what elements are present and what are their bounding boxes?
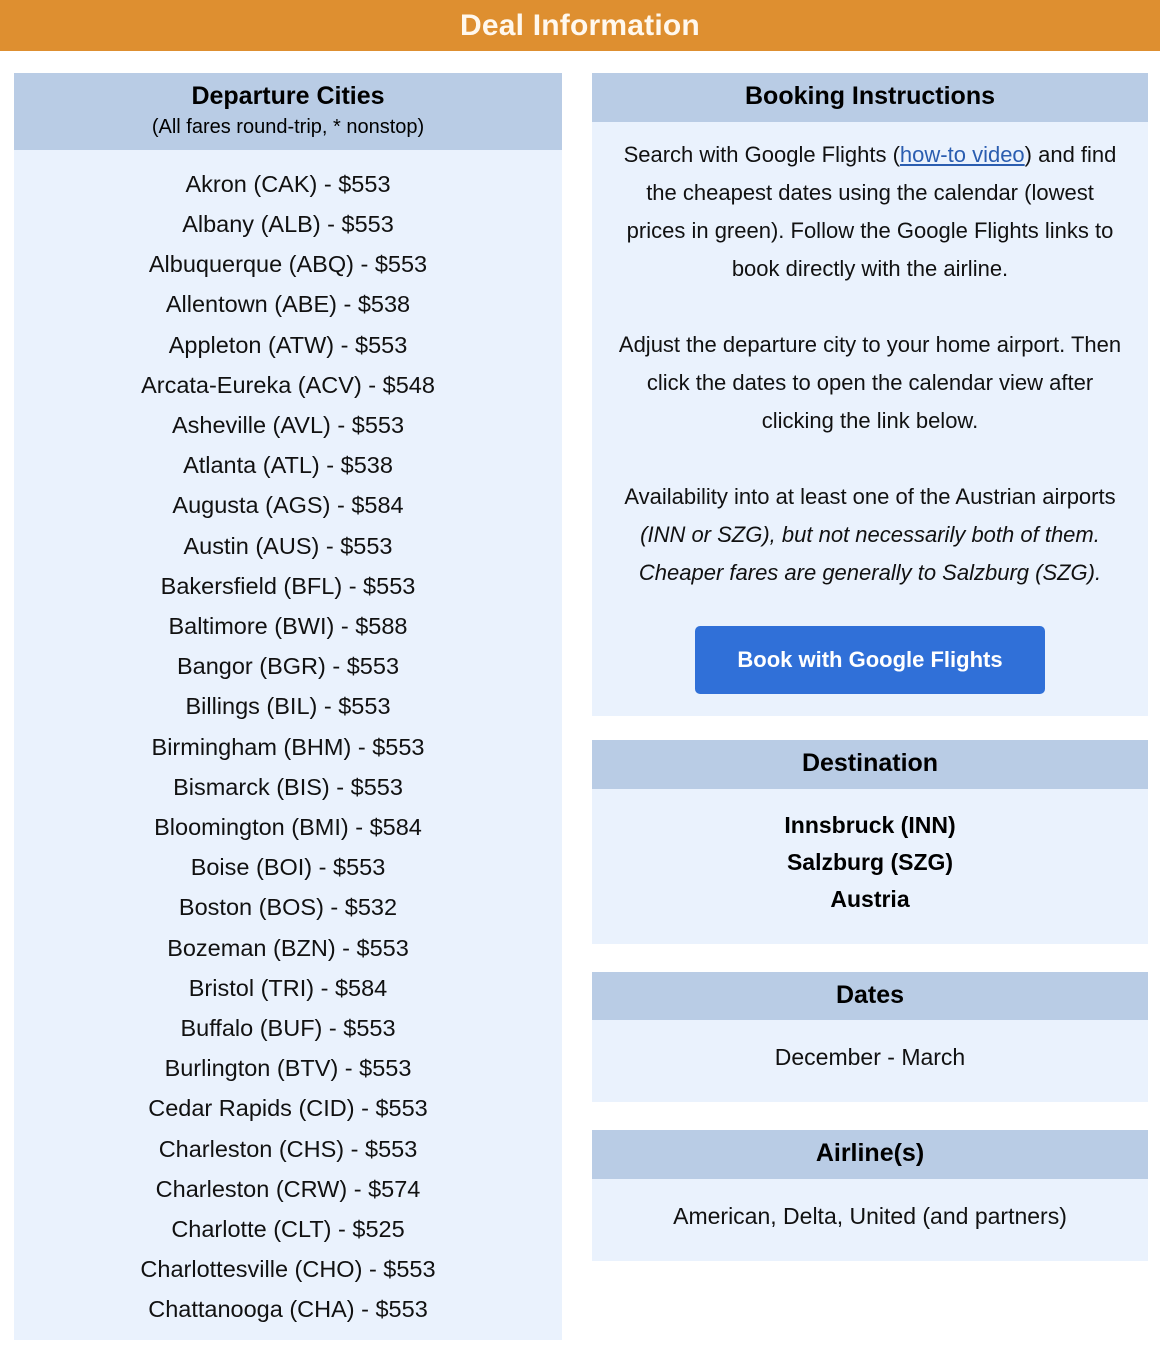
departure-city-item: Bristol (TRI) - $584 [188, 974, 388, 1001]
dates-body [592, 1020, 1148, 1102]
booking-paragraph-1-suffix: ) and find the cheapest dates using the calendar (lowest prices in green). Follow the Google Flights links to book directly with the airline. [626, 141, 1117, 281]
departure-city-item: Chattanooga (CHA) - $553 [148, 1296, 428, 1323]
departure-city-item: Akron (CAK) - $553 [185, 170, 391, 197]
booking-paragraph-3 [614, 478, 1126, 592]
departure-cities-list [14, 150, 562, 1340]
departure-city-item: Cedar Rapids (CID) - $553 [148, 1095, 428, 1122]
book-button-row [614, 626, 1126, 694]
airlines-panel [592, 1130, 1148, 1261]
book-with-google-flights-button[interactable]: Book with Google Flights [695, 626, 1044, 694]
airlines-body [592, 1179, 1148, 1261]
departure-city-item: Charlotte (CLT) - $525 [171, 1216, 405, 1243]
departure-city-item: Austin (AUS) - $553 [183, 532, 393, 559]
departure-city-item: Charlottesville (CHO) - $553 [140, 1256, 436, 1283]
how-to-video-link[interactable]: how-to video [899, 141, 1025, 167]
destination-line: Innsbruck (INN) [784, 811, 956, 838]
departure-cities-subheading: (All fares round-trip, * nonstop) [151, 115, 425, 138]
deal-information-banner [0, 0, 1160, 51]
dates-header [592, 972, 1148, 1021]
departure-cities-panel [14, 73, 562, 1340]
booking-paragraph-1-prefix: Search with Google Flights ( [623, 141, 900, 167]
departure-city-item: Bismarck (BIS) - $553 [173, 773, 403, 800]
departure-city-item: Bloomington (BMI) - $584 [154, 814, 422, 840]
departure-cities-body [14, 150, 562, 1340]
booking-paragraph-3-italic: (INN or SZG), but not necessarily both of them. Cheaper fares are generally to Salzburg (SZG). [638, 521, 1102, 585]
departure-city-item: Arcata-Eureka (ACV) - $548 [141, 371, 435, 398]
destination-line: Austria [830, 885, 910, 912]
departure-city-item: Boise (BOI) - $553 [190, 854, 386, 881]
departure-city-item: Bozeman (BZN) - $553 [167, 934, 409, 961]
content-columns [0, 51, 1160, 1358]
departure-city-item: Burlington (BTV) - $553 [164, 1055, 412, 1082]
departure-city-item: Albany (ALB) - $553 [182, 210, 394, 237]
booking-instructions-body [592, 122, 1148, 716]
booking-paragraph-2: Adjust the departure city to your home airport. Then click the dates to open the calendar view after clicking the link below. [618, 331, 1122, 433]
departure-city-item: Buffalo (BUF) - $553 [180, 1015, 396, 1042]
departure-city-item: Albuquerque (ABQ) - $553 [148, 251, 428, 278]
departure-city-item: Charleston (CHS) - $553 [158, 1135, 418, 1162]
airlines-heading: Airline(s) [815, 1139, 925, 1168]
departure-city-item: Birmingham (BHM) - $553 [151, 733, 425, 760]
details-column [592, 73, 1148, 1261]
spacer [592, 944, 1148, 972]
destination-panel [592, 740, 1148, 944]
page-title: Deal Information [460, 8, 700, 42]
spacer [592, 716, 1148, 740]
departure-city-item: Bakersfield (BFL) - $553 [160, 572, 416, 599]
destination-heading: Destination [801, 748, 939, 777]
departure-city-item: Asheville (AVL) - $553 [171, 411, 405, 438]
booking-instructions-panel [592, 73, 1148, 716]
destination-body [592, 789, 1148, 944]
departure-city-item: Bangor (BGR) - $553 [176, 653, 400, 680]
booking-instructions-heading: Booking Instructions [745, 82, 995, 110]
departure-city-item: Appleton (ATW) - $553 [168, 331, 408, 358]
destination-header [592, 740, 1148, 789]
dates-value: December - March [774, 1044, 966, 1071]
departure-cities-header [14, 73, 562, 150]
departure-cities-heading: Departure Cities [191, 82, 385, 110]
dates-panel [592, 972, 1148, 1103]
departure-cities-column [14, 73, 562, 1340]
departure-city-item: Baltimore (BWI) - $588 [168, 612, 408, 639]
booking-instructions-header [592, 73, 1148, 122]
dates-heading: Dates [835, 980, 905, 1009]
booking-paragraph-1 [614, 136, 1126, 288]
departure-city-item: Atlanta (ATL) - $538 [183, 452, 393, 479]
departure-city-item: Charleston (CRW) - $574 [155, 1175, 421, 1202]
departure-city-item: Allentown (ABE) - $538 [165, 291, 411, 318]
departure-city-item: Billings (BIL) - $553 [185, 693, 391, 720]
booking-paragraph-3-normal: Availability into at least one of the Austrian airports [624, 483, 1116, 509]
destination-line: Salzburg (SZG) [786, 848, 954, 875]
departure-city-item: Augusta (AGS) - $584 [172, 492, 404, 519]
departure-city-item: Boston (BOS) - $532 [178, 894, 398, 921]
airlines-value: American, Delta, United (and partners) [673, 1203, 1067, 1229]
spacer [592, 1102, 1148, 1130]
airlines-header [592, 1130, 1148, 1179]
